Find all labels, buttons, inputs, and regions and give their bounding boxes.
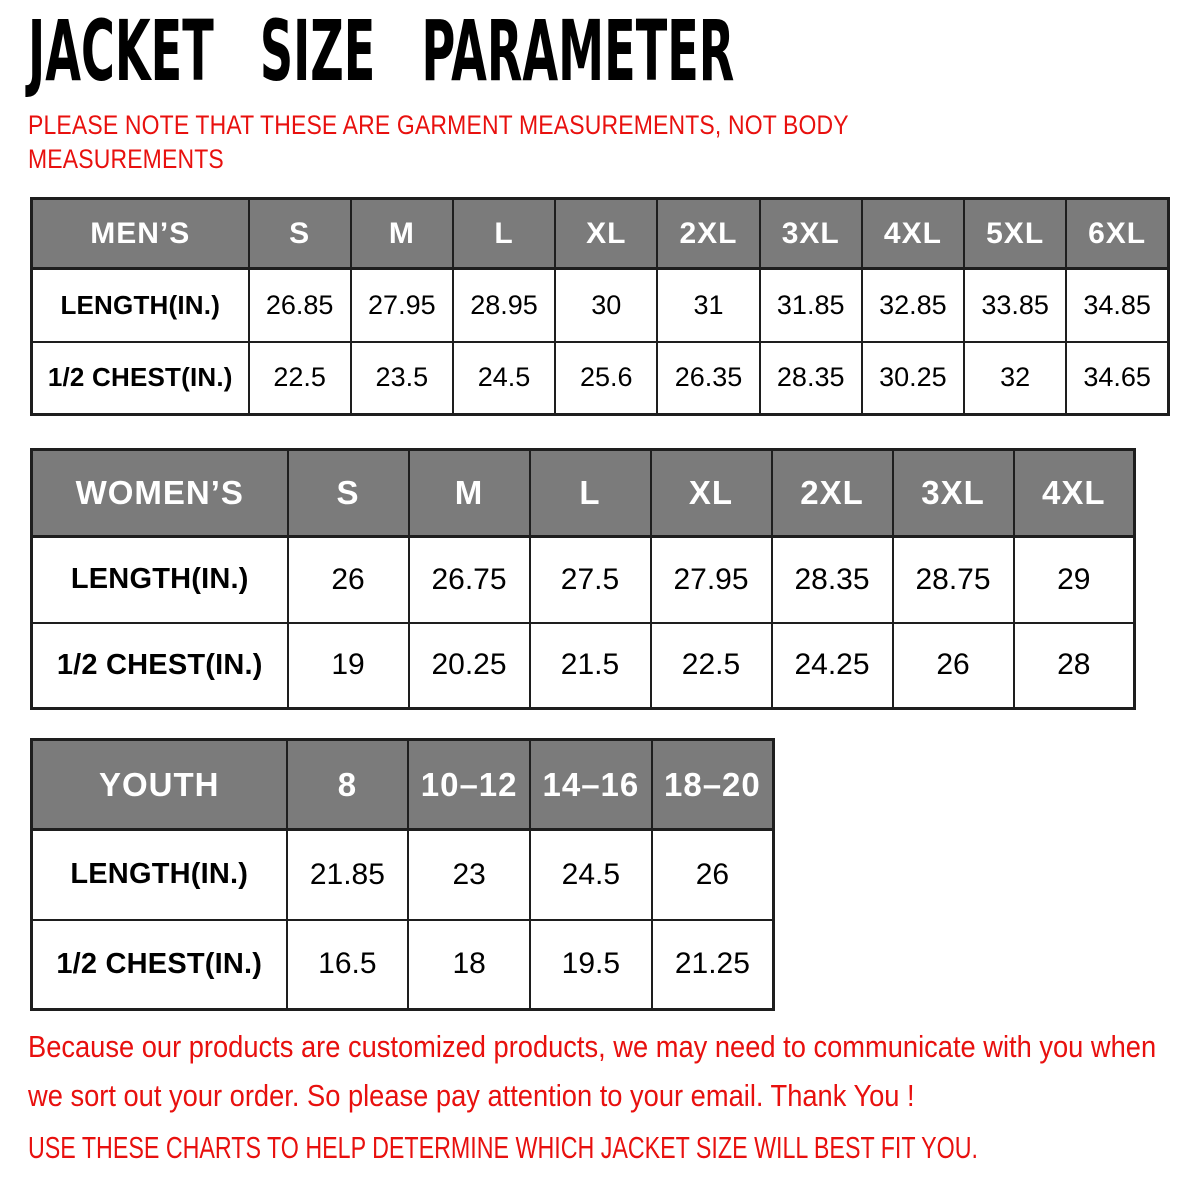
value-cell: 32 (964, 342, 1066, 415)
value-cell: 27.95 (651, 537, 772, 623)
value-cell: 21.25 (652, 920, 774, 1010)
size-header-cell: 10–12 (408, 740, 530, 830)
footer-usage-note: USE THESE CHARTS TO HELP DETERMINE WHICH JACKET SIZE WILL BEST FIT YOU. (28, 1130, 979, 1165)
value-cell: 16.5 (287, 920, 409, 1010)
measurement-row (32, 920, 774, 1010)
value-cell: 31 (657, 269, 759, 342)
measure-label-cell: 1/2 CHEST(IN.) (32, 920, 287, 1010)
value-cell: 20.25 (409, 623, 530, 709)
size-header-cell: XL (651, 450, 772, 537)
value-cell: 23.5 (351, 342, 453, 415)
size-header-row (32, 740, 774, 830)
value-cell: 34.85 (1066, 269, 1168, 342)
size-header-cell: XL (555, 199, 657, 269)
value-cell: 24.25 (772, 623, 893, 709)
value-cell: 32.85 (862, 269, 964, 342)
measurement-row (32, 269, 1169, 342)
value-cell: 28 (1014, 623, 1135, 709)
value-cell: 28.95 (453, 269, 555, 342)
size-header-cell: S (288, 450, 409, 537)
value-cell: 23 (408, 830, 530, 920)
value-cell: 26 (652, 830, 774, 920)
value-cell: 26.85 (249, 269, 351, 342)
size-header-row (32, 450, 1135, 537)
garment-measurement-note: PLEASE NOTE THAT THESE ARE GARMENT MEASUREMENTS, NOT BODY MEASUREMENTS (28, 110, 849, 174)
measurement-row (32, 830, 774, 920)
size-header-cell: 14–16 (530, 740, 652, 830)
size-header-cell: 5XL (964, 199, 1066, 269)
value-cell: 26.35 (657, 342, 759, 415)
value-cell: 31.85 (760, 269, 862, 342)
size-header-cell: 2XL (772, 450, 893, 537)
value-cell: 29 (1014, 537, 1135, 623)
womens-size-table (30, 448, 1136, 710)
value-cell: 27.95 (351, 269, 453, 342)
value-cell: 28.75 (893, 537, 1014, 623)
value-cell: 24.5 (453, 342, 555, 415)
value-cell: 22.5 (651, 623, 772, 709)
value-cell: 28.35 (760, 342, 862, 415)
value-cell: 27.5 (530, 537, 651, 623)
size-header-cell: L (530, 450, 651, 537)
size-header-cell: L (453, 199, 555, 269)
size-header-cell: S (249, 199, 351, 269)
value-cell: 26 (288, 537, 409, 623)
value-cell: 19.5 (530, 920, 652, 1010)
size-header-cell: 4XL (1014, 450, 1135, 537)
size-header-cell: 6XL (1066, 199, 1168, 269)
value-cell: 28.35 (772, 537, 893, 623)
size-header-cell: 8 (287, 740, 409, 830)
size-header-cell: 4XL (862, 199, 964, 269)
page-title: JACKET SIZE PARAMETER (28, 2, 735, 100)
size-header-cell: M (409, 450, 530, 537)
size-header-cell: 3XL (893, 450, 1014, 537)
category-header-cell: MEN’S (32, 199, 249, 269)
measurement-row (32, 342, 1169, 415)
value-cell: 25.6 (555, 342, 657, 415)
size-header-row (32, 199, 1169, 269)
size-header-cell: 18–20 (652, 740, 774, 830)
measure-label-cell: LENGTH(IN.) (32, 537, 288, 623)
value-cell: 30.25 (862, 342, 964, 415)
measure-label-cell: LENGTH(IN.) (32, 830, 287, 920)
value-cell: 33.85 (964, 269, 1066, 342)
measure-label-cell: LENGTH(IN.) (32, 269, 249, 342)
value-cell: 18 (408, 920, 530, 1010)
value-cell: 21.85 (287, 830, 409, 920)
value-cell: 26 (893, 623, 1014, 709)
measure-label-cell: 1/2 CHEST(IN.) (32, 623, 288, 709)
value-cell: 24.5 (530, 830, 652, 920)
value-cell: 26.75 (409, 537, 530, 623)
measure-label-cell: 1/2 CHEST(IN.) (32, 342, 249, 415)
size-header-cell: 2XL (657, 199, 759, 269)
category-header-cell: YOUTH (32, 740, 287, 830)
size-header-cell: 3XL (760, 199, 862, 269)
value-cell: 30 (555, 269, 657, 342)
value-cell: 19 (288, 623, 409, 709)
value-cell: 22.5 (249, 342, 351, 415)
measurement-row (32, 623, 1135, 709)
measurement-row (32, 537, 1135, 623)
youth-size-table (30, 738, 775, 1011)
size-header-cell: M (351, 199, 453, 269)
footer-communication-note: Because our products are customized products, we may need to communicate with you when we sort out your order. So please pay attention to your email. Thank You ! (28, 1029, 1157, 1113)
value-cell: 21.5 (530, 623, 651, 709)
value-cell: 34.65 (1066, 342, 1168, 415)
category-header-cell: WOMEN’S (32, 450, 288, 537)
mens-size-table (30, 197, 1170, 416)
